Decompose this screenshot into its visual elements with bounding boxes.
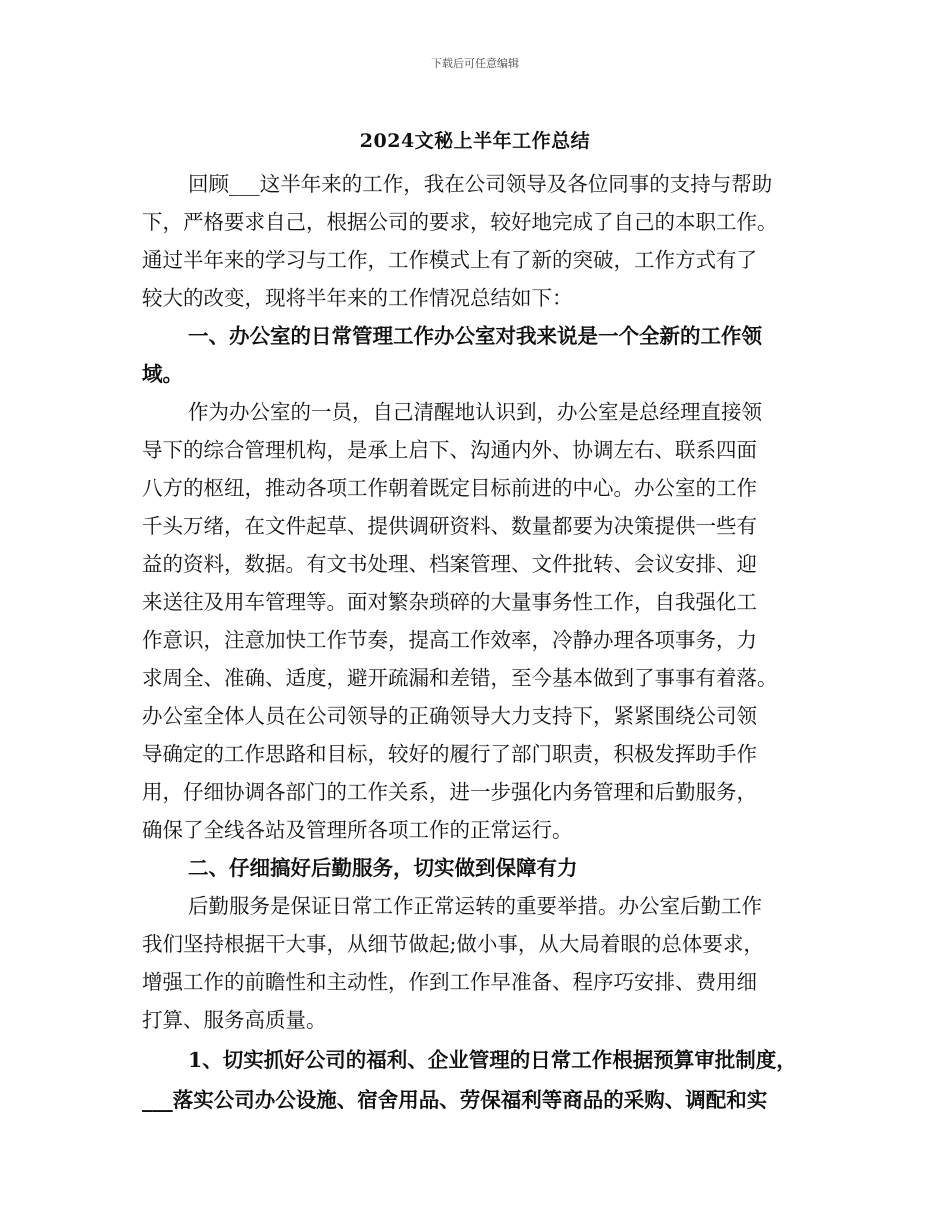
body-line: 打算、服务高质量。 [142,1008,327,1032]
section-heading-1: 一、办公室的日常管理工作办公室对我来说是一个全新的工作领 [188,324,762,348]
body-line: 回顾___这半年来的工作，我在公司领导及各位同事的支持与帮助 [188,172,773,196]
body-line: 导下的综合管理机构，是承上启下、沟通内外、协调左右、联系四面 [142,438,757,462]
body-line: 作为办公室的一员，自己清醒地认识到，办公室是总经理直接领 [188,400,762,424]
body-line: 千头万绪，在文件起草、提供调研资料、数量都要为决策提供一些有 [142,514,757,538]
body-line: 我们坚持根据干大事，从细节做起;做小事，从大局着眼的总体要求， [142,932,764,956]
document-title: 2024文秘上半年工作总结 [359,130,591,152]
subsection-heading-1-cont: ___落实公司办公设施、宿舍用品、劳保福利等商品的采购、调配和实 [142,1088,768,1112]
body-line: 益的资料，数据。有文书处理、档案管理、文件批转、会议安排、迎 [142,552,757,576]
body-line: 办公室全体人员在公司领导的正确领导大力支持下，紧紧围绕公司领 [142,704,757,728]
body-line: 后勤服务是保证日常工作正常运转的重要举措。办公室后勤工作 [188,894,762,918]
body-line: 八方的枢纽，推动各项工作朝着既定目标前进的中心。办公室的工作 [142,476,757,500]
body-line: 下，严格要求自己，根据公司的要求，较好地完成了自己的本职工作。 [142,210,778,234]
watermark-text: 下载后可任意编辑 [431,57,519,70]
body-line: 通过半年来的学习与工作，工作模式上有了新的突破，工作方式有了 [142,248,757,272]
body-line: 用，仔细协调各部门的工作关系，进一步强化内务管理和后勤服务， [142,780,757,804]
body-line: 来送往及用车管理等。面对繁杂琐碎的大量事务性工作，自我强化工 [142,590,757,614]
body-line: 增强工作的前瞻性和主动性，作到工作早准备、程序巧安排、费用细 [142,970,757,994]
body-line: 确保了全线各站及管理所各项工作的正常运行。 [142,818,573,842]
body-line: 较大的改变，现将半年来的工作情况总结如下： [142,286,573,310]
body-line: 导确定的工作思路和目标，较好的履行了部门职责，积极发挥助手作 [142,742,757,766]
section-heading-2: 二、仔细搞好后勤服务，切实做到保障有力 [188,856,578,880]
section-heading-1-cont: 域。 [142,362,183,386]
body-line: 作意识，注意加快工作节奏，提高工作效率，冷静办理各项事务，力 [142,628,757,652]
subsection-heading-1: 1、切实抓好公司的福利、企业管理的日常工作根据预算审批制度， [188,1048,797,1072]
body-line: 求周全、准确、适度，避开疏漏和差错，至今基本做到了事事有着落。 [142,666,778,690]
